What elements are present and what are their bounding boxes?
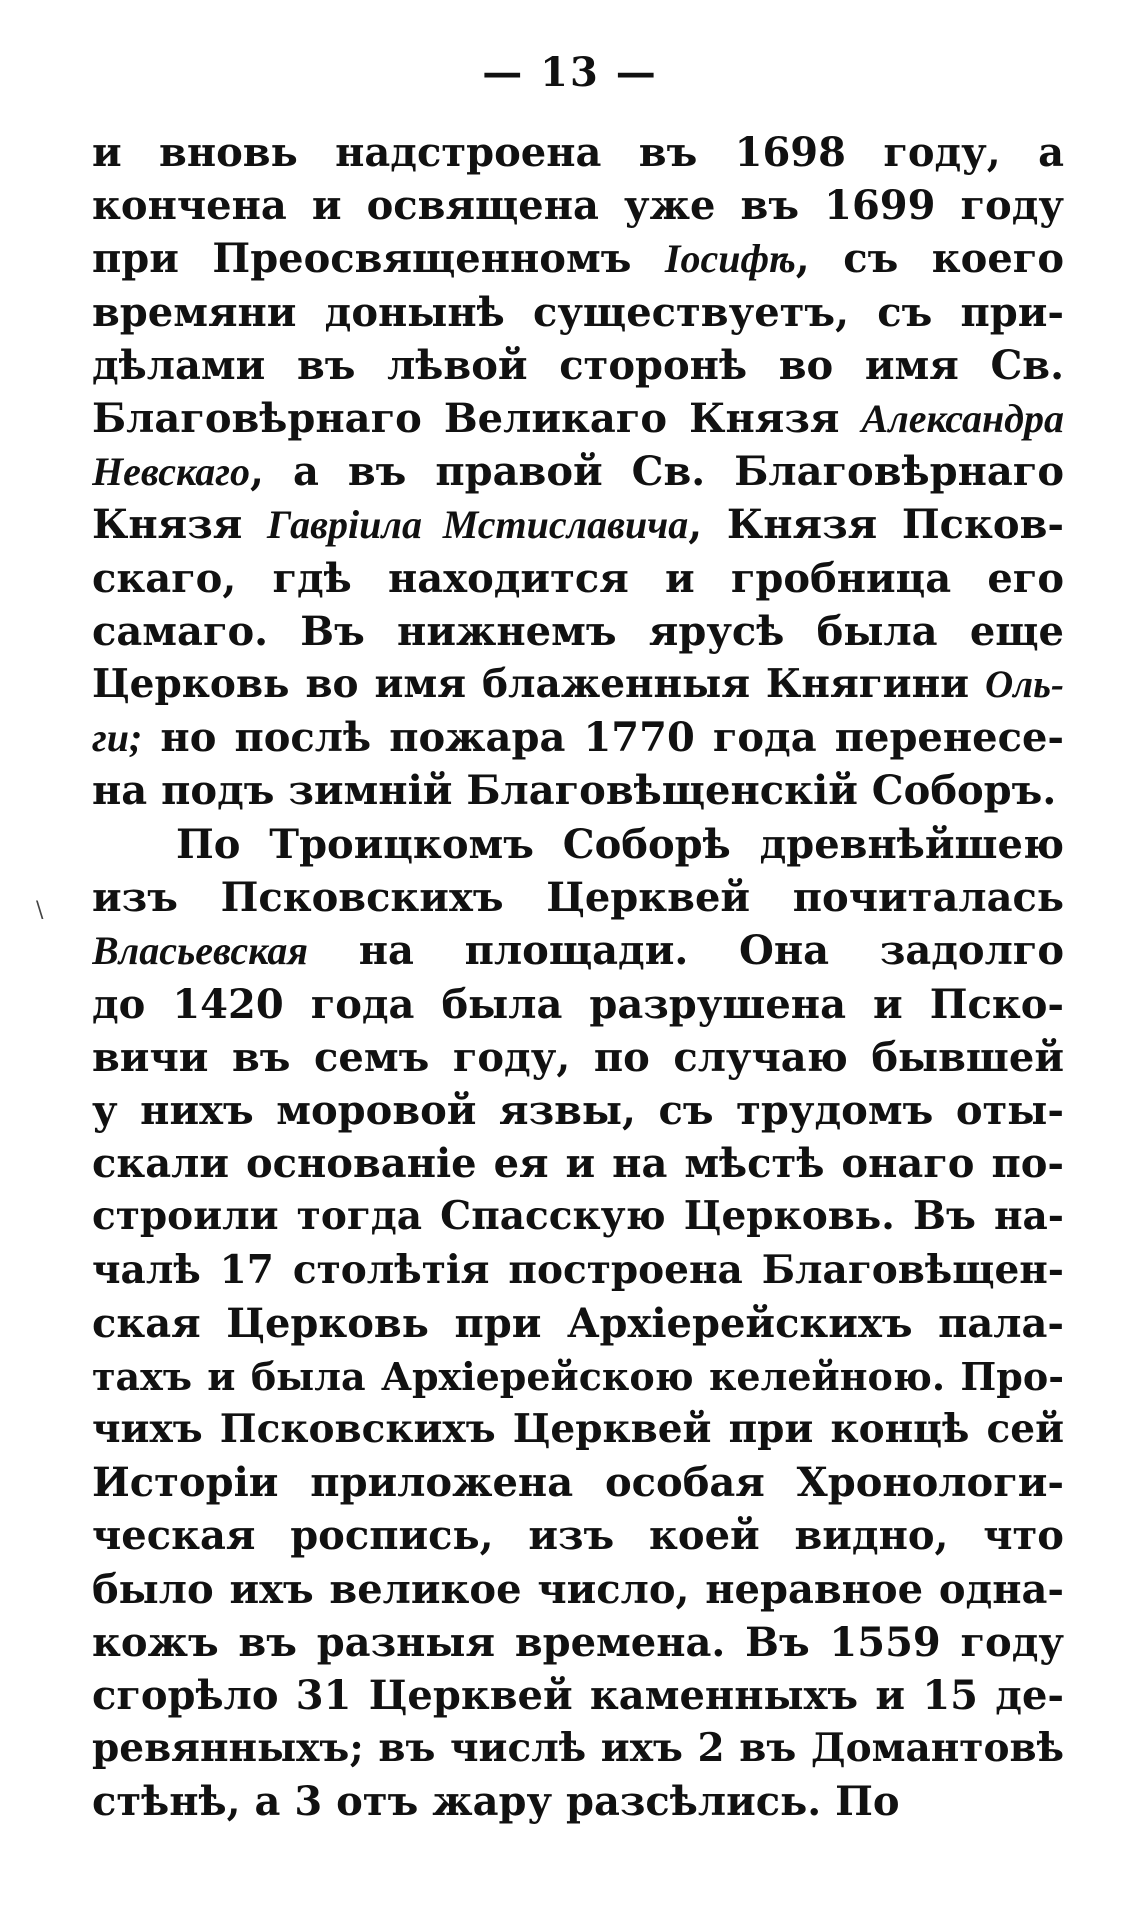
text-line — [92, 498, 1064, 551]
text-segment: на площади. Она задолго — [307, 927, 1064, 975]
italic-text: Невскаго — [92, 449, 251, 495]
text-line — [92, 1137, 1064, 1190]
text-segment: чалѣ 17 столѣтія построена Благовѣщен- — [92, 1246, 1064, 1293]
text-line — [92, 1084, 1064, 1137]
italic-text: ги; — [92, 715, 143, 761]
text-segment: вичи въ семъ году, по случаю бывшей — [92, 1033, 1064, 1081]
text-segment: времяни донынѣ существуетъ, съ при- — [92, 288, 1064, 336]
text-line — [92, 924, 1064, 977]
text-segment: тахъ и была Архіерейскою келейною. Про- — [92, 1353, 1064, 1399]
text-segment: кончена и освящена уже въ 1699 году — [92, 182, 1064, 230]
text-line — [92, 126, 1064, 179]
text-segment: дѣлами въ лѣвой сторонѣ во имя Св. — [92, 341, 1064, 389]
text-line — [92, 1403, 1064, 1456]
text-line — [92, 392, 1064, 445]
text-line — [92, 658, 1064, 711]
text-segment: скали основаніе ея и на мѣстѣ онаго по- — [92, 1140, 1064, 1188]
text-segment: , а въ правой Св. Благовѣрнаго — [250, 448, 1064, 496]
text-segment: По Троицкомъ Соборѣ древнѣйшею — [176, 821, 1064, 868]
paragraph-2 — [92, 818, 1064, 1829]
text-segment: скаго, гдѣ находится и гробница его — [92, 554, 1064, 602]
page-number: — 13 — — [482, 49, 658, 96]
text-segment: строили тогда Спасскую Церковь. Въ на- — [92, 1193, 1064, 1240]
text-line — [92, 605, 1064, 658]
text-line — [92, 1350, 1064, 1403]
italic-text: Оль- — [985, 662, 1064, 706]
text-line — [92, 1031, 1064, 1084]
text-segment: Исторіи приложена особая Хронологи- — [92, 1459, 1064, 1507]
text-segment: , съ коего — [795, 235, 1064, 283]
text-segment: Церковь во имя блаженныя Княгини — [92, 660, 985, 707]
text-line — [92, 339, 1064, 392]
text-line — [92, 711, 1064, 764]
text-segment: ская Церковь при Архіерейскихъ пала- — [92, 1299, 1064, 1347]
text-segment: при Преосвященномъ — [92, 235, 665, 283]
text-segment: ческая роспись, изъ коей видно, что — [92, 1512, 1064, 1560]
text-line — [92, 1456, 1064, 1509]
text-line — [92, 1775, 1064, 1828]
text-line — [92, 552, 1064, 605]
text-line — [92, 818, 1064, 871]
text-line — [92, 1616, 1064, 1669]
text-line — [92, 1297, 1064, 1350]
text-line — [92, 286, 1064, 339]
text-segment: до 1420 года была разрушена и Пско- — [92, 980, 1064, 1028]
text-segment: чихъ Псковскихъ Церквей при концѣ сей — [92, 1406, 1064, 1453]
text-segment: на подъ зимній Благовѣщенскій Соборъ. — [92, 767, 1057, 815]
text-line — [92, 1669, 1064, 1722]
text-segment: самаго. Въ нижнемъ ярусѣ была еще — [92, 607, 1064, 655]
text-segment: стѣнѣ, а 3 отъ жару разсѣлись. По — [92, 1778, 900, 1826]
italic-text: Александра — [861, 395, 1064, 441]
paragraph-1 — [92, 126, 1064, 817]
text-line — [92, 1722, 1064, 1775]
text-segment: кожъ въ разныя времена. Въ 1559 году — [92, 1618, 1064, 1666]
text-segment: , Князя Псков- — [688, 501, 1064, 549]
text-line — [92, 1190, 1064, 1243]
italic-text: Гавріила Мстиславича — [267, 502, 689, 548]
text-line — [92, 1244, 1064, 1297]
text-line — [92, 871, 1064, 924]
text-line — [92, 445, 1064, 498]
italic-text: Власьевская — [92, 928, 308, 974]
text-segment: изъ Псковскихъ Церквей почиталась — [92, 874, 1064, 922]
text-line — [92, 1563, 1064, 1616]
text-line — [92, 978, 1064, 1031]
text-segment: Князя — [92, 501, 268, 549]
italic-text: Іосифѣ — [664, 236, 796, 282]
text-segment: и вновь надстроена въ 1698 году, а — [92, 129, 1064, 176]
text-line — [92, 1509, 1064, 1562]
text-segment: сгорѣло 31 Церквей каменныхъ и 15 де- — [92, 1672, 1064, 1719]
text-line — [92, 764, 1064, 817]
text-segment: ревянныхъ; въ числѣ ихъ 2 въ Домантовѣ — [92, 1725, 1064, 1772]
text-segment: у нихъ моровой язвы, съ трудомъ оты- — [92, 1086, 1064, 1134]
text-segment: Благовѣрнаго Великаго Князя — [92, 394, 862, 442]
text-segment: но послѣ пожара 1770 года перенесе- — [142, 714, 1064, 762]
text-line — [92, 232, 1064, 285]
ink-speck: \ — [36, 898, 44, 923]
text-segment: было ихъ великое число, неравное одна- — [92, 1565, 1064, 1613]
text-line — [92, 179, 1064, 232]
